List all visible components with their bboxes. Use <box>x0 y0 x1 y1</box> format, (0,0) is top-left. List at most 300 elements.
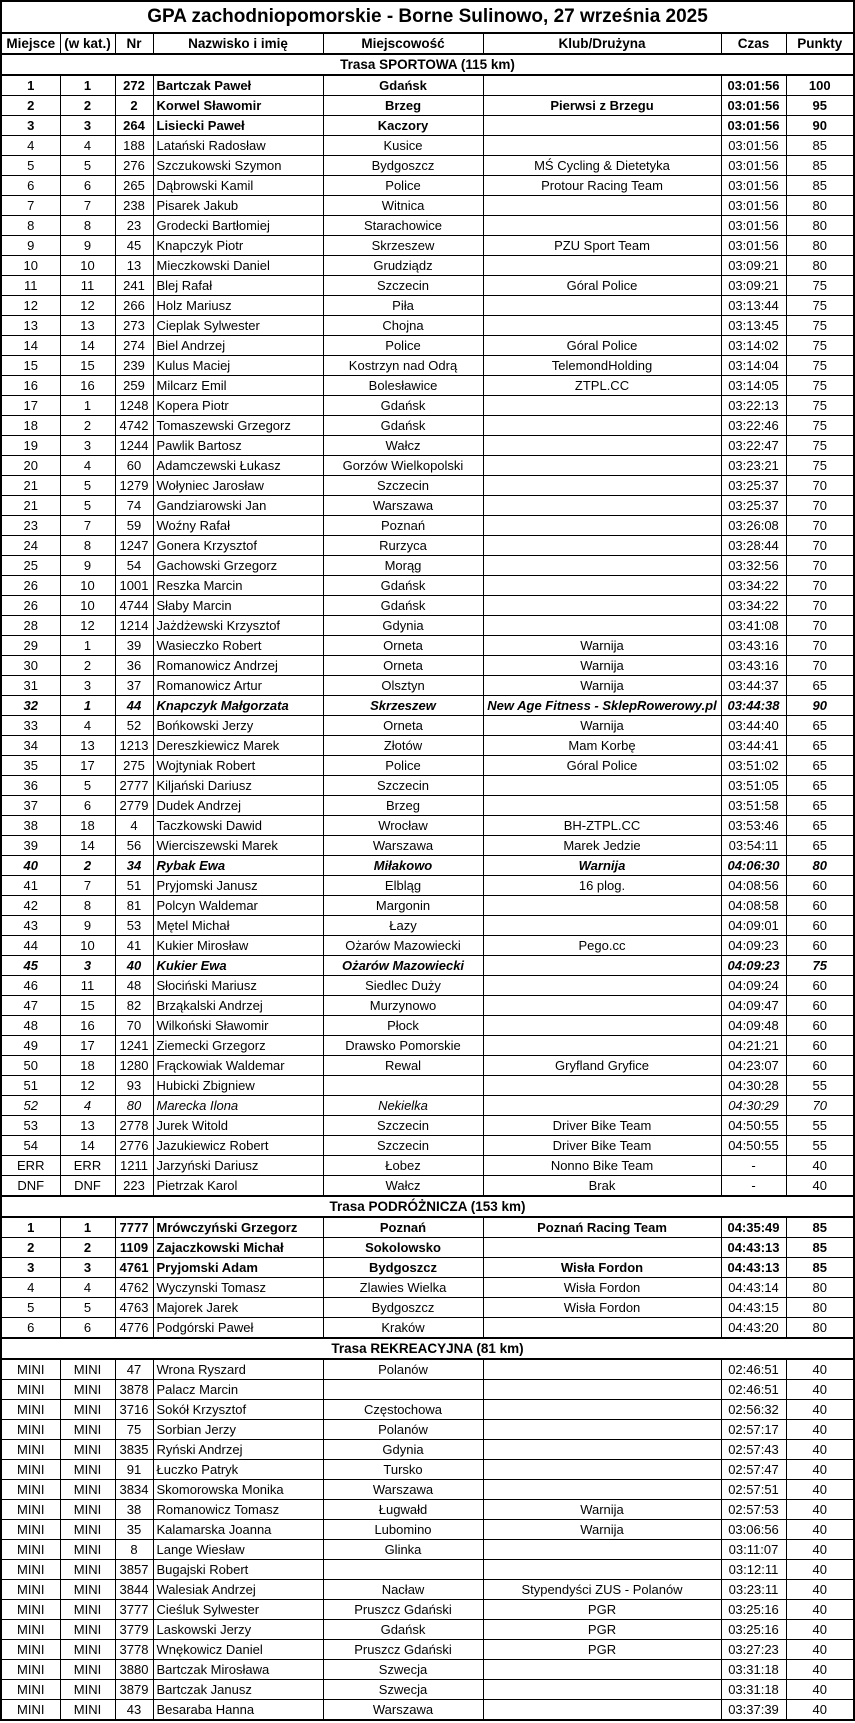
cell-city: Wrocław <box>323 816 483 836</box>
table-row <box>1 1258 854 1278</box>
table-row <box>1 616 854 636</box>
cell-number: 4761 <box>115 1258 153 1278</box>
cell-time: 03:37:39 <box>721 1700 786 1721</box>
cell-club <box>483 1680 721 1700</box>
cell-club <box>483 1460 721 1480</box>
cell-place: 18 <box>1 416 60 436</box>
cell-number: 274 <box>115 336 153 356</box>
cell-place: 3 <box>1 116 60 136</box>
cell-place: 19 <box>1 436 60 456</box>
cell-points: 75 <box>786 376 854 396</box>
cell-time: 04:09:23 <box>721 956 786 976</box>
cell-name: Laskowski Jerzy <box>153 1620 323 1640</box>
cell-club <box>483 1440 721 1460</box>
cell-city: Chojna <box>323 316 483 336</box>
cell-place: MINI <box>1 1520 60 1540</box>
cell-points: 55 <box>786 1116 854 1136</box>
cell-time: 03:01:56 <box>721 156 786 176</box>
cell-number: 3878 <box>115 1380 153 1400</box>
cell-category-place: MINI <box>60 1560 115 1580</box>
cell-category-place: MINI <box>60 1580 115 1600</box>
cell-points: 40 <box>786 1380 854 1400</box>
cell-points: 80 <box>786 216 854 236</box>
cell-points: 60 <box>786 916 854 936</box>
cell-name: Pryjomski Janusz <box>153 876 323 896</box>
cell-club <box>483 1076 721 1096</box>
cell-place: 9 <box>1 236 60 256</box>
cell-name: Reszka Marcin <box>153 576 323 596</box>
cell-city: Miłakowo <box>323 856 483 876</box>
cell-points: 65 <box>786 816 854 836</box>
cell-city: Wałcz <box>323 1176 483 1197</box>
cell-number: 81 <box>115 896 153 916</box>
cell-place: 3 <box>1 1258 60 1278</box>
cell-number: 4763 <box>115 1298 153 1318</box>
cell-number: 34 <box>115 856 153 876</box>
cell-city: Margonin <box>323 896 483 916</box>
table-row <box>1 636 854 656</box>
cell-name: Ziemecki Grzegorz <box>153 1036 323 1056</box>
cell-number: 188 <box>115 136 153 156</box>
cell-category-place: 17 <box>60 1036 115 1056</box>
cell-city: Szczecin <box>323 1116 483 1136</box>
cell-number: 3879 <box>115 1680 153 1700</box>
cell-points: 60 <box>786 936 854 956</box>
cell-number: 3857 <box>115 1560 153 1580</box>
cell-club <box>483 1400 721 1420</box>
cell-city: Warszawa <box>323 496 483 516</box>
cell-city: Gdańsk <box>323 416 483 436</box>
cell-points: 65 <box>786 716 854 736</box>
cell-number: 3779 <box>115 1620 153 1640</box>
cell-points: 70 <box>786 476 854 496</box>
cell-name: Sokół Krzysztof <box>153 1400 323 1420</box>
cell-name: Adamczewski Łukasz <box>153 456 323 476</box>
cell-club <box>483 296 721 316</box>
cell-name: Lisiecki Paweł <box>153 116 323 136</box>
cell-category-place: 9 <box>60 916 115 936</box>
cell-time: 02:46:51 <box>721 1380 786 1400</box>
cell-time: 03:25:37 <box>721 476 786 496</box>
cell-number: 51 <box>115 876 153 896</box>
cell-name: Kiljański Dariusz <box>153 776 323 796</box>
cell-number: 1248 <box>115 396 153 416</box>
cell-city: Siedlec Duży <box>323 976 483 996</box>
table-row <box>1 856 854 876</box>
cell-city: Murzynowo <box>323 996 483 1016</box>
cell-number: 75 <box>115 1420 153 1440</box>
cell-points: 80 <box>786 1318 854 1339</box>
cell-place: MINI <box>1 1540 60 1560</box>
table-row <box>1 1640 854 1660</box>
cell-points: 70 <box>786 1096 854 1116</box>
table-row <box>1 276 854 296</box>
cell-club <box>483 75 721 96</box>
cell-points: 40 <box>786 1700 854 1721</box>
cell-place: 42 <box>1 896 60 916</box>
cell-points: 65 <box>786 776 854 796</box>
cell-name: Biel Andrzej <box>153 336 323 356</box>
cell-club <box>483 1480 721 1500</box>
cell-name: Gonera Krzysztof <box>153 536 323 556</box>
cell-club <box>483 256 721 276</box>
cell-category-place: 18 <box>60 1056 115 1076</box>
cell-club <box>483 576 721 596</box>
cell-number: 3716 <box>115 1400 153 1420</box>
cell-points: 40 <box>786 1420 854 1440</box>
cell-points: 75 <box>786 436 854 456</box>
cell-place: 5 <box>1 156 60 176</box>
cell-points: 65 <box>786 756 854 776</box>
cell-time: 02:57:53 <box>721 1500 786 1520</box>
table-row <box>1 1217 854 1238</box>
cell-city: Poznań <box>323 516 483 536</box>
table-row <box>1 416 854 436</box>
cell-club: Marek Jedzie <box>483 836 721 856</box>
cell-name: Wrona Ryszard <box>153 1359 323 1380</box>
cell-points: 70 <box>786 516 854 536</box>
cell-points: 65 <box>786 676 854 696</box>
cell-city: Kaczory <box>323 116 483 136</box>
cell-city: Witnica <box>323 196 483 216</box>
cell-points: 65 <box>786 796 854 816</box>
cell-category-place: MINI <box>60 1640 115 1660</box>
table-row <box>1 696 854 716</box>
cell-number: 3834 <box>115 1480 153 1500</box>
cell-club <box>483 1096 721 1116</box>
cell-category-place: 14 <box>60 336 115 356</box>
cell-category-place: 13 <box>60 736 115 756</box>
cell-city: Nekielka <box>323 1096 483 1116</box>
cell-number: 4 <box>115 816 153 836</box>
cell-time: 02:57:47 <box>721 1460 786 1480</box>
cell-club <box>483 396 721 416</box>
table-row <box>1 876 854 896</box>
cell-points: 80 <box>786 196 854 216</box>
cell-name: Besaraba Hanna <box>153 1700 323 1721</box>
cell-city: Gdańsk <box>323 1620 483 1640</box>
title-row <box>1 1 854 33</box>
cell-category-place: 2 <box>60 656 115 676</box>
cell-number: 1001 <box>115 576 153 596</box>
cell-name: Romanowicz Artur <box>153 676 323 696</box>
cell-city: Szczecin <box>323 1136 483 1156</box>
cell-number: 7777 <box>115 1217 153 1238</box>
cell-name: Jarzyński Dariusz <box>153 1156 323 1176</box>
cell-time: 04:09:24 <box>721 976 786 996</box>
cell-club <box>483 956 721 976</box>
col-header-place: Miejsce <box>1 33 60 54</box>
cell-club <box>483 116 721 136</box>
cell-name: Hubicki Zbigniew <box>153 1076 323 1096</box>
cell-city: Drawsko Pomorskie <box>323 1036 483 1056</box>
cell-place: 12 <box>1 296 60 316</box>
cell-place: MINI <box>1 1359 60 1380</box>
cell-name: Bugajski Robert <box>153 1560 323 1580</box>
cell-time: 03:25:37 <box>721 496 786 516</box>
cell-points: 75 <box>786 396 854 416</box>
table-row <box>1 1420 854 1440</box>
cell-place: 5 <box>1 1298 60 1318</box>
cell-club <box>483 516 721 536</box>
cell-points: 60 <box>786 1016 854 1036</box>
cell-number: 23 <box>115 216 153 236</box>
cell-name: Dąbrowski Kamil <box>153 176 323 196</box>
cell-time: 03:22:47 <box>721 436 786 456</box>
cell-name: Słociński Mariusz <box>153 976 323 996</box>
cell-number: 1247 <box>115 536 153 556</box>
table-row <box>1 1036 854 1056</box>
cell-city: Warszawa <box>323 1480 483 1500</box>
cell-club <box>483 1318 721 1339</box>
cell-number: 56 <box>115 836 153 856</box>
cell-place: 23 <box>1 516 60 536</box>
cell-club <box>483 556 721 576</box>
cell-points: 70 <box>786 556 854 576</box>
cell-name: Jurek Witold <box>153 1116 323 1136</box>
cell-club <box>483 1420 721 1440</box>
cell-category-place: 11 <box>60 276 115 296</box>
cell-points: 40 <box>786 1156 854 1176</box>
cell-place: 30 <box>1 656 60 676</box>
cell-category-place: 4 <box>60 456 115 476</box>
cell-points: 95 <box>786 96 854 116</box>
cell-points: 75 <box>786 416 854 436</box>
cell-number: 2778 <box>115 1116 153 1136</box>
cell-time: 03:51:05 <box>721 776 786 796</box>
cell-points: 40 <box>786 1540 854 1560</box>
cell-category-place: 4 <box>60 1278 115 1298</box>
cell-place: 49 <box>1 1036 60 1056</box>
cell-number: 53 <box>115 916 153 936</box>
cell-city: Kusice <box>323 136 483 156</box>
cell-club: Mam Korbę <box>483 736 721 756</box>
cell-place: 35 <box>1 756 60 776</box>
cell-category-place: 3 <box>60 676 115 696</box>
cell-city: Szczecin <box>323 276 483 296</box>
cell-number: 3777 <box>115 1600 153 1620</box>
cell-name: Bartczak Paweł <box>153 75 323 96</box>
cell-category-place: MINI <box>60 1620 115 1640</box>
cell-place: MINI <box>1 1680 60 1700</box>
table-row <box>1 736 854 756</box>
cell-place: MINI <box>1 1620 60 1640</box>
cell-time: 03:51:58 <box>721 796 786 816</box>
table-row <box>1 1600 854 1620</box>
table-row <box>1 1156 854 1176</box>
cell-name: Knapczyk Małgorzata <box>153 696 323 716</box>
cell-points: 80 <box>786 1298 854 1318</box>
cell-category-place: 3 <box>60 116 115 136</box>
table-row <box>1 936 854 956</box>
cell-name: Marecka Ilona <box>153 1096 323 1116</box>
table-row <box>1 116 854 136</box>
cell-place: 39 <box>1 836 60 856</box>
cell-place: MINI <box>1 1400 60 1420</box>
cell-city: Gdynia <box>323 616 483 636</box>
cell-number: 93 <box>115 1076 153 1096</box>
table-row <box>1 836 854 856</box>
cell-points: 40 <box>786 1400 854 1420</box>
cell-name: Milcarz Emil <box>153 376 323 396</box>
table-row <box>1 716 854 736</box>
cell-number: 80 <box>115 1096 153 1116</box>
cell-number: 44 <box>115 696 153 716</box>
cell-category-place: 5 <box>60 776 115 796</box>
cell-place: 24 <box>1 536 60 556</box>
cell-place: MINI <box>1 1480 60 1500</box>
cell-club: Góral Police <box>483 276 721 296</box>
cell-category-place: 12 <box>60 616 115 636</box>
cell-club: Poznań Racing Team <box>483 1217 721 1238</box>
cell-club: Warnija <box>483 676 721 696</box>
cell-club: PZU Sport Team <box>483 236 721 256</box>
cell-time: 03:44:41 <box>721 736 786 756</box>
table-row <box>1 1298 854 1318</box>
col-header-name: Nazwisko i imię <box>153 33 323 54</box>
cell-number: 36 <box>115 656 153 676</box>
cell-time: 03:14:05 <box>721 376 786 396</box>
cell-place: 4 <box>1 136 60 156</box>
cell-club: BH-ZTPL.CC <box>483 816 721 836</box>
cell-name: Wnękowicz Daniel <box>153 1640 323 1660</box>
cell-time: 03:51:02 <box>721 756 786 776</box>
table-row <box>1 976 854 996</box>
cell-number: 4776 <box>115 1318 153 1339</box>
cell-name: Romanowicz Andrzej <box>153 656 323 676</box>
table-row <box>1 916 854 936</box>
table-row <box>1 236 854 256</box>
cell-number: 275 <box>115 756 153 776</box>
cell-city: Szczecin <box>323 776 483 796</box>
cell-category-place: MINI <box>60 1700 115 1721</box>
table-row <box>1 1278 854 1298</box>
cell-points: 40 <box>786 1520 854 1540</box>
cell-time: 03:31:18 <box>721 1660 786 1680</box>
table-row <box>1 136 854 156</box>
cell-place: 21 <box>1 496 60 516</box>
cell-points: 40 <box>786 1500 854 1520</box>
cell-time: 04:06:30 <box>721 856 786 876</box>
cell-time: 03:01:56 <box>721 75 786 96</box>
cell-category-place: 15 <box>60 996 115 1016</box>
cell-name: Skomorowska Monika <box>153 1480 323 1500</box>
table-row <box>1 96 854 116</box>
cell-club: Warnija <box>483 856 721 876</box>
cell-number: 2777 <box>115 776 153 796</box>
cell-name: Kulus Maciej <box>153 356 323 376</box>
col-header-city: Miejscowość <box>323 33 483 54</box>
cell-category-place: 16 <box>60 376 115 396</box>
cell-category-place: 6 <box>60 796 115 816</box>
table-row <box>1 816 854 836</box>
cell-club: Warnija <box>483 636 721 656</box>
cell-name: Blej Rafał <box>153 276 323 296</box>
cell-category-place: 2 <box>60 96 115 116</box>
cell-name: Wilkoński Sławomir <box>153 1016 323 1036</box>
col-header-time: Czas <box>721 33 786 54</box>
cell-place: 1 <box>1 75 60 96</box>
cell-city: Ożarów Mazowiecki <box>323 936 483 956</box>
cell-name: Kalamarska Joanna <box>153 1520 323 1540</box>
cell-club: Warnija <box>483 1500 721 1520</box>
cell-club: Wisła Fordon <box>483 1298 721 1318</box>
cell-name: Korwel Sławomir <box>153 96 323 116</box>
cell-time: 03:43:16 <box>721 656 786 676</box>
cell-club <box>483 796 721 816</box>
cell-place: 51 <box>1 1076 60 1096</box>
cell-club <box>483 616 721 636</box>
cell-place: 41 <box>1 876 60 896</box>
cell-club: ZTPL.CC <box>483 376 721 396</box>
cell-number: 1213 <box>115 736 153 756</box>
cell-points: 40 <box>786 1460 854 1480</box>
cell-category-place: 1 <box>60 75 115 96</box>
cell-city: Pruszcz Gdański <box>323 1600 483 1620</box>
table-row <box>1 1580 854 1600</box>
cell-number: 2779 <box>115 796 153 816</box>
cell-place: 4 <box>1 1278 60 1298</box>
cell-time: - <box>721 1176 786 1197</box>
cell-category-place: 10 <box>60 576 115 596</box>
cell-name: Bońkowski Jerzy <box>153 716 323 736</box>
cell-category-place: 5 <box>60 156 115 176</box>
cell-category-place: 1 <box>60 1217 115 1238</box>
cell-category-place: 18 <box>60 816 115 836</box>
cell-place: 13 <box>1 316 60 336</box>
cell-place: 26 <box>1 596 60 616</box>
cell-category-place: 8 <box>60 896 115 916</box>
cell-name: Szczukowski Szymon <box>153 156 323 176</box>
cell-city: Złotów <box>323 736 483 756</box>
cell-place: 6 <box>1 176 60 196</box>
cell-place: 31 <box>1 676 60 696</box>
cell-time: - <box>721 1156 786 1176</box>
cell-place: MINI <box>1 1440 60 1460</box>
cell-place: MINI <box>1 1600 60 1620</box>
cell-number: 266 <box>115 296 153 316</box>
cell-name: Kukier Mirosław <box>153 936 323 956</box>
cell-time: 02:56:32 <box>721 1400 786 1420</box>
cell-place: 29 <box>1 636 60 656</box>
cell-category-place: MINI <box>60 1400 115 1420</box>
cell-time: 04:35:49 <box>721 1217 786 1238</box>
cell-category-place: 3 <box>60 436 115 456</box>
cell-place: 34 <box>1 736 60 756</box>
cell-name: Dudek Andrzej <box>153 796 323 816</box>
cell-club <box>483 1560 721 1580</box>
cell-place: MINI <box>1 1660 60 1680</box>
table-row <box>1 1116 854 1136</box>
cell-number: 1211 <box>115 1156 153 1176</box>
cell-points: 80 <box>786 256 854 276</box>
cell-time: 03:25:16 <box>721 1620 786 1640</box>
cell-points: 40 <box>786 1580 854 1600</box>
cell-city: Gorzów Wielkopolski <box>323 456 483 476</box>
cell-place: MINI <box>1 1580 60 1600</box>
cell-name: Ryński Andrzej <box>153 1440 323 1460</box>
cell-number: 223 <box>115 1176 153 1197</box>
cell-place: 28 <box>1 616 60 636</box>
cell-place: ERR <box>1 1156 60 1176</box>
cell-category-place: 16 <box>60 1016 115 1036</box>
cell-number: 265 <box>115 176 153 196</box>
cell-club: Pierwsi z Brzegu <box>483 96 721 116</box>
cell-time: 03:13:45 <box>721 316 786 336</box>
cell-name: Palacz Marcin <box>153 1380 323 1400</box>
cell-points: 75 <box>786 316 854 336</box>
cell-name: Wojtyniak Robert <box>153 756 323 776</box>
